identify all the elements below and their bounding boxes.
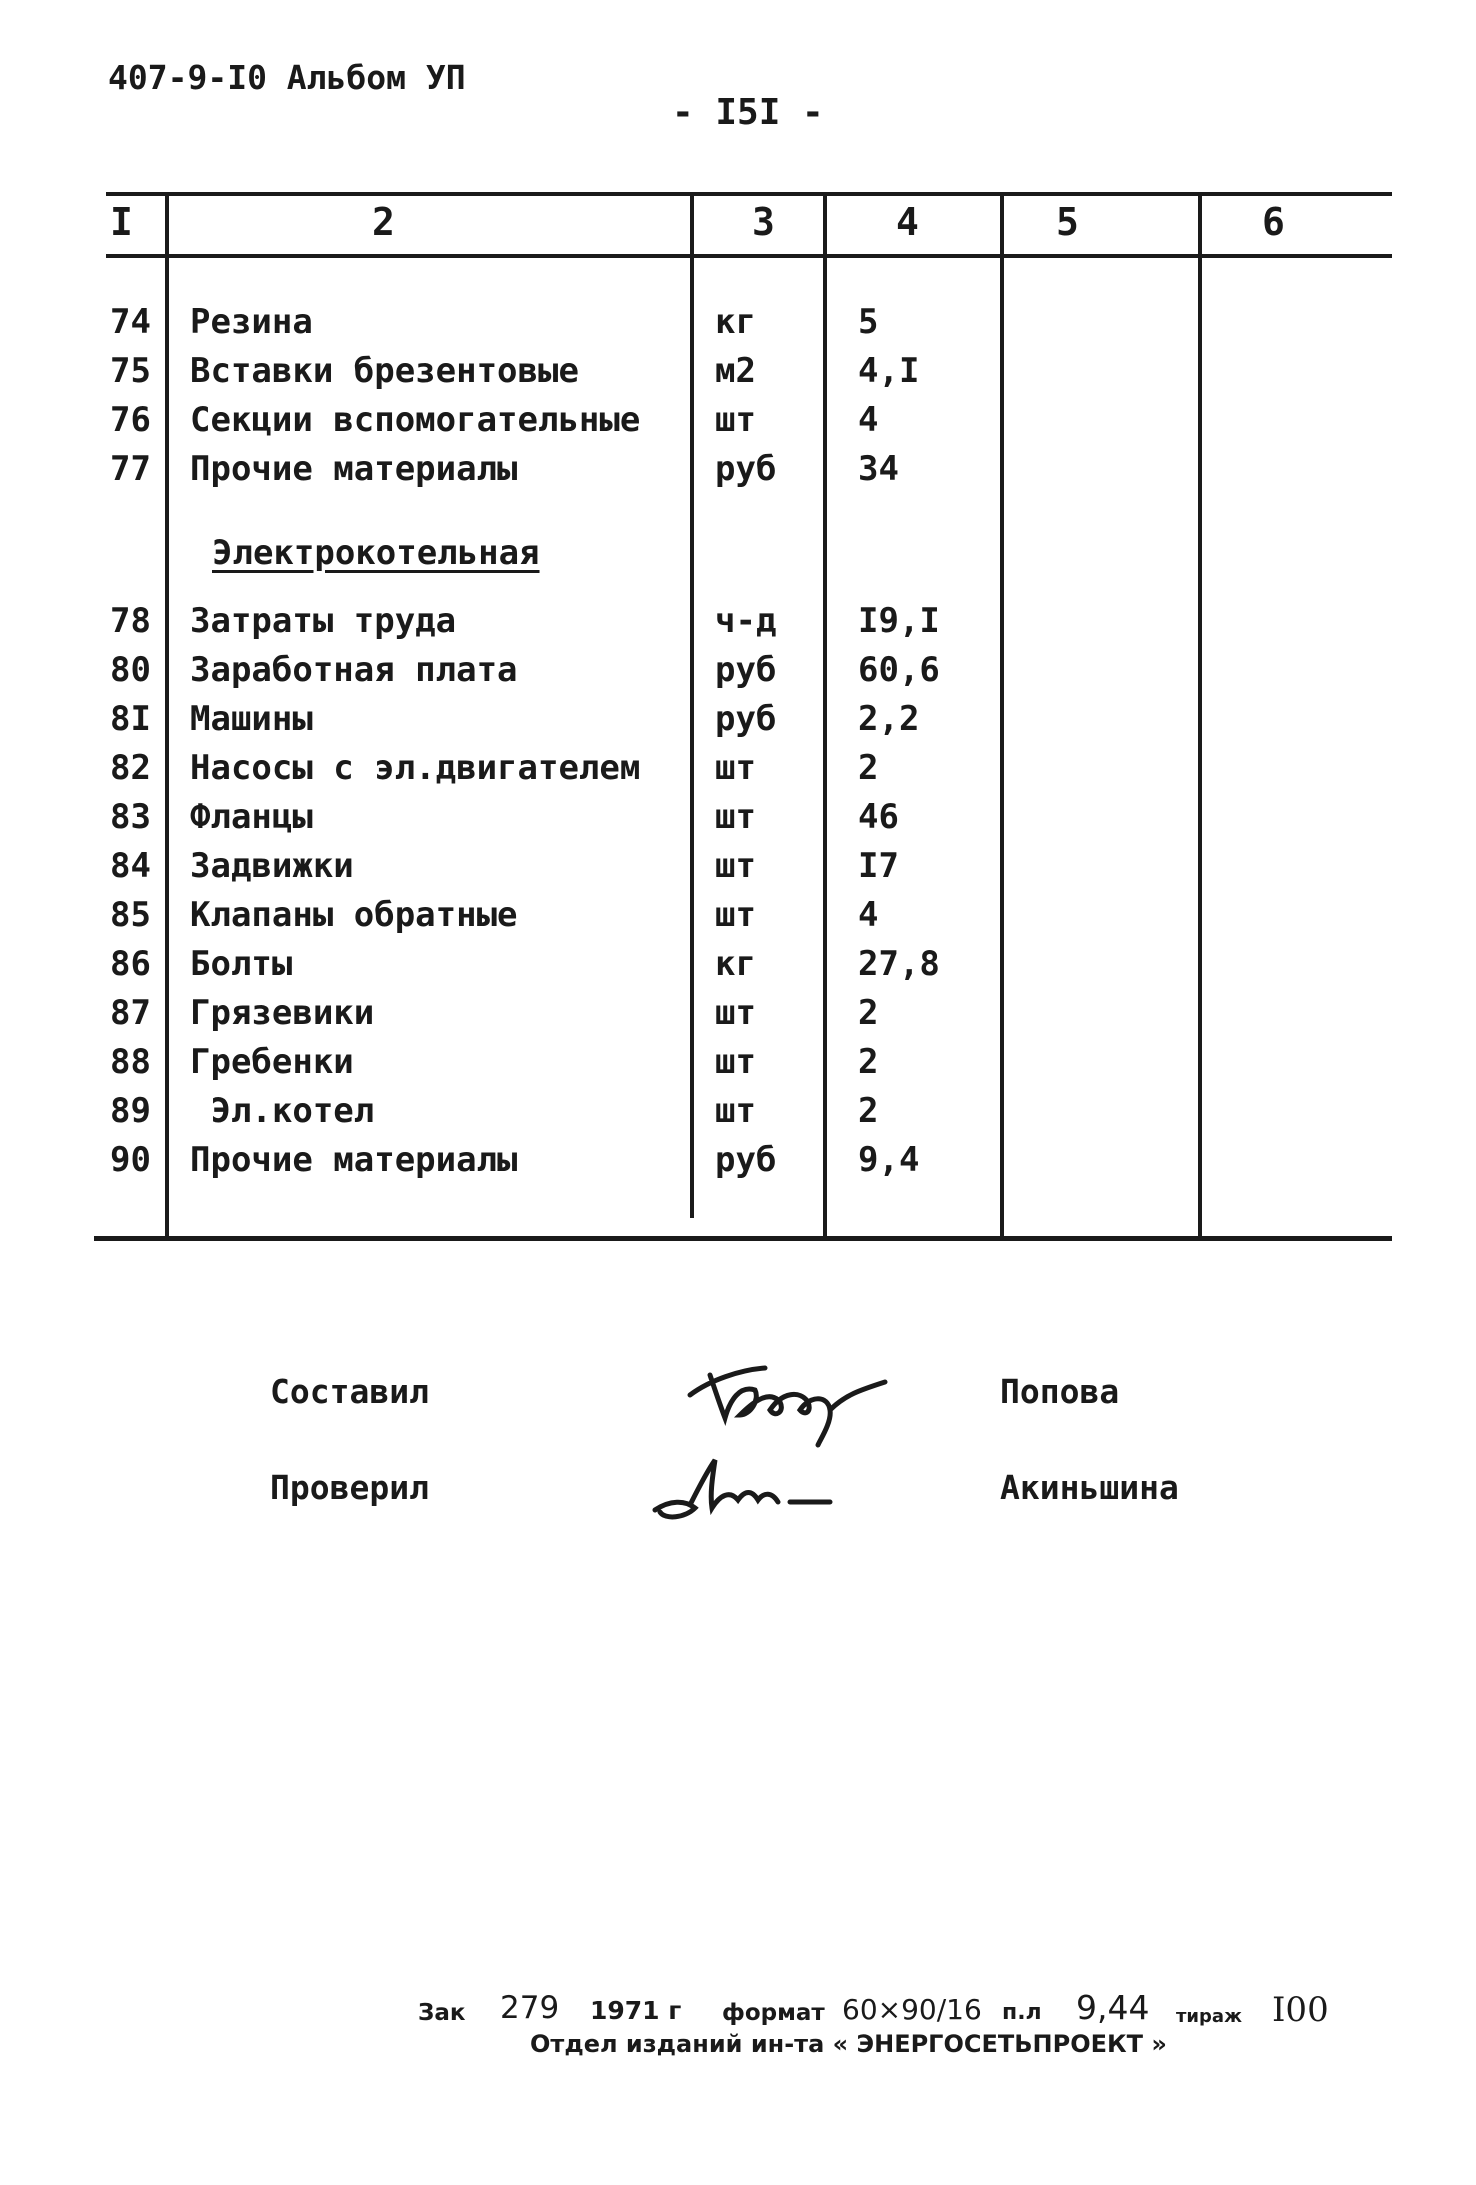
checked-by-name: Акиньшина [1000, 1468, 1179, 1507]
row-number: 85 [110, 895, 151, 935]
row-number: 90 [110, 1140, 151, 1180]
table-row [0, 748, 1476, 797]
imprint-format-value: 60×90/16 [842, 1993, 982, 2026]
item-unit: руб [715, 1140, 777, 1180]
item-quantity: 4 [858, 895, 879, 935]
checked-signature [640, 1450, 840, 1530]
row-number: 80 [110, 650, 151, 690]
table-row [0, 944, 1476, 993]
item-name: Вставки брезентовые [190, 351, 579, 391]
section-title: Электрокотельная [212, 533, 540, 573]
item-name: Затраты труда [190, 601, 457, 641]
item-name: Грязевики [190, 993, 375, 1033]
row-number: 84 [110, 846, 151, 886]
item-unit: шт [715, 1042, 756, 1082]
imprint-year: 1971 г [590, 1996, 682, 2025]
imprint-tirazh-label: тираж [1176, 2006, 1242, 2027]
imprint-pl-value: 9,44 [1076, 1988, 1150, 2027]
row-number: 83 [110, 797, 151, 837]
item-name: Секции вспомогательные [190, 400, 641, 440]
item-quantity: 60,6 [858, 650, 940, 690]
item-unit: шт [715, 797, 756, 837]
table-row [0, 797, 1476, 846]
table-row [0, 650, 1476, 699]
imprint-zak-number: 279 [500, 1990, 560, 2026]
table-row [0, 400, 1476, 449]
item-unit: шт [715, 1091, 756, 1131]
row-number: 77 [110, 449, 151, 489]
item-unit: руб [715, 449, 777, 489]
imprint-publisher: Отдел изданий ин-та « ЭНЕРГОСЕТЬПРОЕКТ » [530, 2030, 1167, 2058]
item-unit: м2 [715, 351, 756, 391]
item-unit: шт [715, 993, 756, 1033]
column-header: 3 [752, 200, 775, 244]
item-quantity: 4,I [858, 351, 920, 391]
item-unit: руб [715, 699, 777, 739]
item-quantity: 2 [858, 993, 879, 1033]
row-number: 89 [110, 1091, 151, 1131]
column-header: I [110, 200, 133, 244]
row-number: 76 [110, 400, 151, 440]
page-number: - I5I - [672, 92, 824, 133]
item-unit: руб [715, 650, 777, 690]
item-name: Прочие материалы [190, 1140, 518, 1180]
item-name: Машины [190, 699, 313, 739]
item-quantity: 46 [858, 797, 899, 837]
table-row [0, 449, 1476, 498]
table-row [0, 846, 1476, 895]
column-header: 2 [372, 200, 395, 244]
table-row [0, 302, 1476, 351]
row-number: 78 [110, 601, 151, 641]
checked-by-label: Проверил [270, 1468, 429, 1507]
item-name: Эл.котел [190, 1091, 375, 1131]
compiled-signature [670, 1340, 930, 1450]
item-quantity: 2 [858, 748, 879, 788]
item-quantity: 34 [858, 449, 899, 489]
item-unit: шт [715, 748, 756, 788]
compiled-by-label: Составил [270, 1372, 429, 1411]
column-header: 6 [1262, 200, 1285, 244]
imprint-format-label: формат [722, 2000, 825, 2026]
item-quantity: 2,2 [858, 699, 920, 739]
imprint-tirazh-value: I00 [1272, 1990, 1329, 2030]
row-number: 87 [110, 993, 151, 1033]
table-row [0, 895, 1476, 944]
item-quantity: I9,I [858, 601, 940, 641]
item-quantity: 5 [858, 302, 879, 342]
table-row [0, 699, 1476, 748]
item-name: Фланцы [190, 797, 313, 837]
column-header: 4 [896, 200, 919, 244]
row-number: 82 [110, 748, 151, 788]
item-unit: шт [715, 895, 756, 935]
item-unit: шт [715, 846, 756, 886]
item-name: Прочие материалы [190, 449, 518, 489]
table-row [0, 601, 1476, 650]
item-unit: ч-д [715, 601, 777, 641]
item-unit: шт [715, 400, 756, 440]
column-header: 5 [1056, 200, 1079, 244]
imprint-pl-label: п.л [1002, 2000, 1042, 2025]
item-unit: кг [715, 944, 756, 984]
table-row [0, 1042, 1476, 1091]
row-number: 88 [110, 1042, 151, 1082]
table-row [0, 993, 1476, 1042]
item-name: Заработная плата [190, 650, 518, 690]
item-name: Задвижки [190, 846, 354, 886]
table-row [0, 1091, 1476, 1140]
item-name: Резина [190, 302, 313, 342]
row-number: 74 [110, 302, 151, 342]
item-quantity: 4 [858, 400, 879, 440]
row-number: 86 [110, 944, 151, 984]
item-name: Болты [190, 944, 293, 984]
item-name: Клапаны обратные [190, 895, 518, 935]
document-code: 407-9-I0 Альбом УП [108, 58, 466, 97]
item-name: Гребенки [190, 1042, 354, 1082]
item-name: Насосы с эл.двигателем [190, 748, 641, 788]
item-quantity: I7 [858, 846, 899, 886]
item-unit: кг [715, 302, 756, 342]
table-row [0, 1140, 1476, 1189]
row-number: 8I [110, 699, 151, 739]
item-quantity: 2 [858, 1091, 879, 1131]
compiled-by-name: Попова [1000, 1372, 1120, 1411]
item-quantity: 2 [858, 1042, 879, 1082]
item-quantity: 9,4 [858, 1140, 920, 1180]
imprint-zak-label: Зак [418, 2000, 466, 2026]
table-row [0, 351, 1476, 400]
row-number: 75 [110, 351, 151, 391]
item-quantity: 27,8 [858, 944, 940, 984]
